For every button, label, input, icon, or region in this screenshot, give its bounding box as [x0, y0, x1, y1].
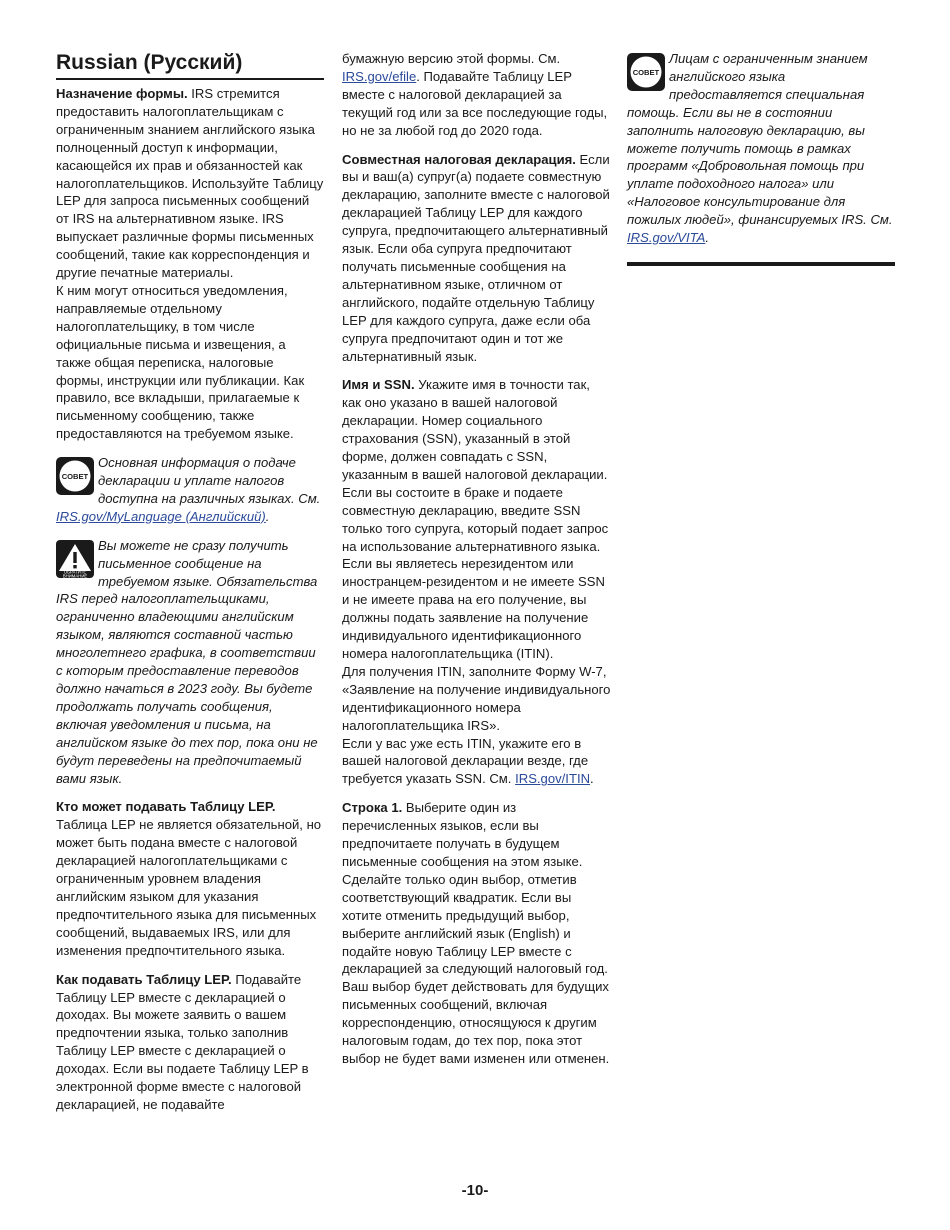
vita-tip-end: .	[705, 230, 709, 246]
column-3	[627, 50, 895, 266]
mylanguage-link[interactable]: IRS.gov/MyLanguage (Английский)	[56, 508, 266, 524]
page-title: Russian (Русский)	[56, 50, 324, 80]
caution-icon-line1: ОБРАТИТЕ	[63, 569, 87, 575]
column-1	[56, 50, 324, 1125]
column-2	[342, 50, 612, 1079]
efile-link[interactable]: IRS.gov/efile	[342, 68, 417, 84]
vita-link[interactable]: IRS.gov/VITA	[627, 230, 706, 246]
line1-text: Выберите один из перечисленных языков, если вы предпочитаете получать в будущем письменные сообщения на этом языке. Сделайте только один выбор, отметив соответствующий квадратик. Если вы хотите отменить предыдущий выбор, выберите английский язык (English) и подайте новую Таблицу LEP вместе с декларацией за следующий налоговый год. Ваш выбор будет действовать для будущих письменных сообщений, включая корреспонденцию, относящуюся к другим налоговым годам, до тех пор, пока этот выбор не будет вами изменен или отменен.	[342, 800, 610, 1066]
tip-icon-label: СОВЕТ	[61, 471, 89, 481]
tip-note-vita	[627, 50, 895, 247]
how-paragraph	[56, 971, 324, 1114]
ssn-heading: Имя и SSN.	[342, 377, 415, 393]
tip-note-languages	[56, 454, 324, 526]
efile-paragraph	[342, 50, 612, 140]
caution-icon-line2: ВНИМАНИЕ	[62, 573, 88, 578]
itin-end: .	[590, 771, 594, 787]
purpose-text: IRS стремится предоставить налогоплательщикам с ограниченным знанием английского языка полноценный доступ к информации, касающейся их прав и обязанностей как налогоплательщиков. Используйте Таблицу LEP для запроса письменных сообщений от IRS на альтернативном языке. IRS выпускает различные формы письменных сообщений, такие как корреспонденция и другие печатные материалы.	[56, 86, 324, 281]
how-heading: Как подавать Таблицу LEP.	[56, 971, 232, 987]
itin-text-2: Если у вас уже есть ITIN, укажите его в вашей налоговой декларации везде, где требуется указать SSN. См.	[342, 735, 589, 787]
vita-tip-text: Лицам с ограниченным знанием английского языка предоставляется специальная помощь. Если вы не в состоянии заполнить налоговую декларацию, вы можете получить помощь в рамках программ «Добровольная помощь при уплате подоходного налога» или «Налоговое консультирование для пожилых людей», финансируемых IRS. См.	[627, 51, 893, 228]
efile-text: бумажную версию этой формы. См.	[342, 51, 561, 66]
efile-text-2: . Подавайте Таблицу LEP вместе с налоговой декларацией за текущий год или за все последующие годы, но не за любой год до 2020 года.	[342, 68, 608, 138]
tip-end: .	[265, 508, 270, 524]
joint-heading: Совместная налоговая декларация.	[342, 151, 576, 167]
caution-icon	[56, 540, 94, 578]
ssn-paragraph	[342, 376, 612, 788]
caution-note	[56, 537, 324, 788]
purpose-text-2: К ним могут относиться уведомления, направляемые отдельному налогоплательщику, в том числе официальные письма и извещения, а также общая переписка, налоговые формы, инструкции или публикации. Как правило, все вкладыши, прилагаемые к письменному сообщению, также предоставляются на требуемом языке.	[56, 282, 305, 442]
line1-paragraph	[342, 799, 612, 1068]
itin-link[interactable]: IRS.gov/ITIN	[515, 771, 591, 787]
itin-text: Для получения ITIN, заполните Форму W-7, «Заявление на получение индивидуального идентификационного номера налогоплательщика IRS».	[342, 663, 611, 733]
tip-icon	[56, 457, 94, 495]
purpose-paragraph	[56, 85, 324, 443]
who-heading: Кто может подавать Таблицу LEP.	[56, 799, 276, 815]
tip-icon	[627, 53, 665, 91]
tip-text: Основная информация о подаче декларации и уплате налогов доступна на различных языках. См.	[98, 455, 321, 506]
tip-icon-label: СОВЕТ	[632, 67, 660, 77]
joint-paragraph	[342, 151, 612, 366]
caution-text: Вы можете не сразу получить письменное сообщение на требуемом языке. Обязательства IRS перед налогоплательщиками, ограниченно владеющими английским языком, являются составной частью многолетнего графика, в соответствии с которым предоставление переводов должно начаться в 2023 году. Вы будете продолжать получать сообщения, включая уведомления и письма, на английском языке до тех пор, пока они не будут переведены на предпочитаемый вами язык.	[56, 537, 318, 786]
who-text: Таблица LEP не является обязательной, но может быть подана вместе с налоговой декларацией налогоплательщиками с ограниченным уровнем владения английским языком для указания предпочтительного языка для письменных сообщений, выдаваемых IRS, или для изменения предпочтительного языка.	[56, 817, 322, 958]
page-number: -10-	[461, 1182, 489, 1199]
how-text: Подавайте Таблицу LEP вместе с декларацией о доходах. Вы можете заявить о вашем предпочтении языка, только заполнив Таблицу LEP вместе с декларацией о доходах. Если вы подаете Таблицу LEP в электронной форме вместе с налоговой декларацией, не подавайте	[56, 971, 309, 1112]
ssn-text: Укажите имя в точности так, как оно указано в вашей налоговой декларации. Номер социального страхования (SSN), указанный в этой форме, должен совпадать с SSN, указанным в вашей налоговой декларации. Если вы состоите в браке и подаете совместную декларацию, введите SSN только того супруга, который подает запрос на использование альтернативного языка. Если вы являетесь нерезидентом или иностранцем-резидентом и не имеете SSN и не имеете права на его получение, вы должны подать заявление на получение индивидуального идентификационного номера налогоплательщика (ITIN).	[342, 377, 609, 661]
who-paragraph	[56, 798, 324, 959]
line1-heading: Строка 1.	[342, 800, 403, 816]
section-end-rule	[627, 262, 895, 266]
joint-text: Если вы и ваш(а) супруг(а) подаете совместную декларацию, заполните вместе с налоговой декларацией Таблицу LEP для каждого супруга, предпочитающего альтернативный язык. Если оба супруга предпочитают получать письменные сообщения на альтернативном языке, отличном от английского, подайте отдельную Таблицу LEP для каждого супруга, даже если оба супруга предпочитают один и тот же альтернативный язык.	[342, 151, 610, 364]
purpose-heading: Назначение формы.	[56, 86, 188, 101]
